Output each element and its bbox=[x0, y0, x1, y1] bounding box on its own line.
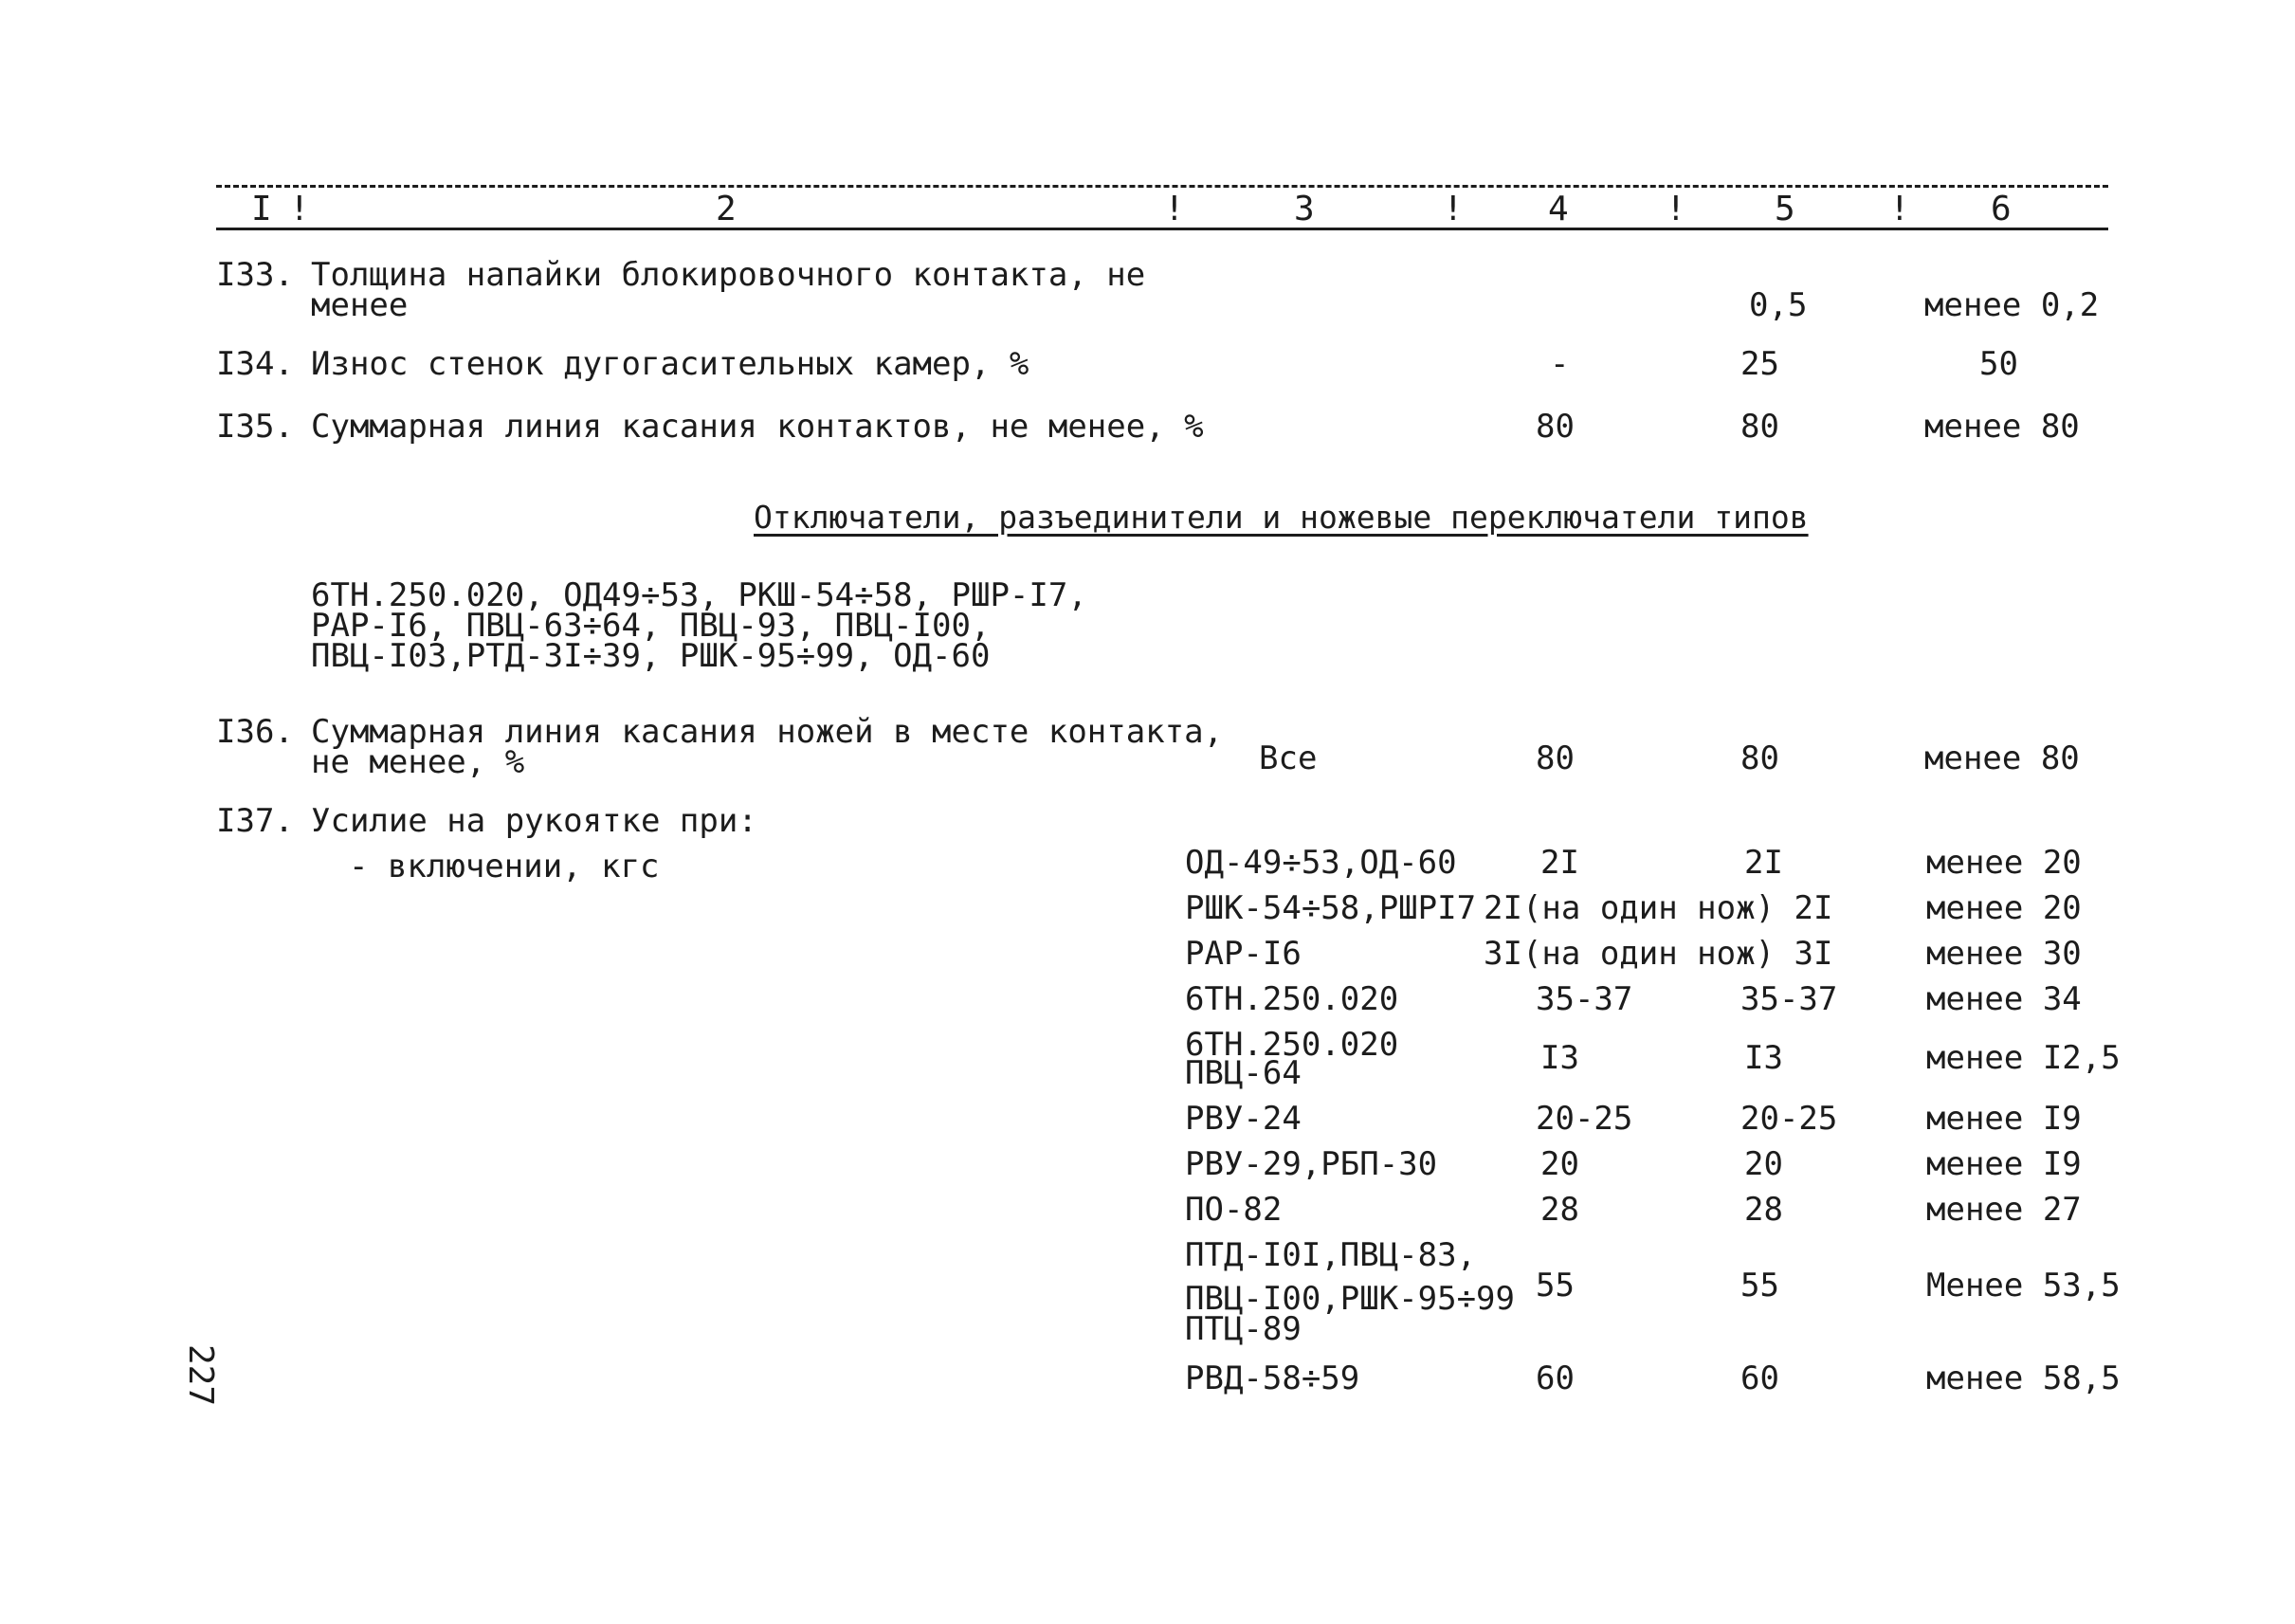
section-title: Отключатели, разъединители и ножевые переключатели типов bbox=[754, 499, 1809, 536]
entry-col-4: I3 bbox=[1540, 1039, 1579, 1077]
entry-col-5: 20 bbox=[1744, 1145, 1783, 1183]
header-bottom-rule bbox=[216, 228, 2108, 230]
page-number: 227 bbox=[181, 1344, 220, 1407]
entry-col-6: менее I9 bbox=[1926, 1100, 2082, 1138]
entry-col-4: 55 bbox=[1536, 1267, 1575, 1305]
row-description: Суммарная линия касания контактов, не менее, % bbox=[311, 408, 1204, 446]
entry-col-6: менее 58,5 bbox=[1926, 1359, 2121, 1397]
row-number: I35. bbox=[216, 408, 294, 446]
header-sep: ! bbox=[1666, 190, 1686, 228]
entry-col-4: 60 bbox=[1536, 1359, 1575, 1397]
header-top-rule bbox=[216, 185, 2108, 188]
entry-type: ПТД-I0I,ПВЦ-83, bbox=[1185, 1236, 1477, 1274]
header-sep: ! bbox=[1889, 190, 1910, 228]
entry-col-6: менее 30 bbox=[1926, 935, 2082, 973]
entry-col-5: 55 bbox=[1740, 1267, 1779, 1305]
row-subtitle: - включении, кгс bbox=[349, 848, 660, 885]
row-number: I37. bbox=[216, 802, 294, 840]
cell-col-5: 80 bbox=[1740, 739, 1779, 777]
cell-col-6: менее 80 bbox=[1924, 408, 2080, 446]
row-title: Усилие на рукоятке при: bbox=[311, 802, 757, 840]
entry-col-4: 20 bbox=[1540, 1145, 1579, 1183]
types-line-1: 6ТН.250.020, ОД49÷53, РКШ-54÷58, РШР-I7, bbox=[311, 576, 1087, 614]
cell-col-4: 80 bbox=[1536, 408, 1575, 446]
entry-col-4: 35-37 bbox=[1536, 980, 1633, 1018]
row-description: Суммарная линия касания ножей в месте контакта, bbox=[311, 713, 1224, 751]
entry-col-6: менее 20 bbox=[1926, 844, 2082, 882]
entry-type: РВУ-24 bbox=[1185, 1100, 1302, 1138]
entry-col-5: 20-25 bbox=[1740, 1100, 1838, 1138]
header-col-2: 2 bbox=[716, 190, 737, 228]
row-number: I36. bbox=[216, 713, 294, 751]
entry-col-4: 20-25 bbox=[1536, 1100, 1633, 1138]
row-description: Износ стенок дугогасительных камер, % bbox=[311, 345, 1029, 383]
row-description-cont: не менее, % bbox=[311, 743, 525, 781]
cell-col-4: 80 bbox=[1536, 739, 1575, 777]
types-line-2: РАР-I6, ПВЦ-63÷64, ПВЦ-93, ПВЦ-I00, bbox=[311, 607, 991, 645]
entry-type-cont: ПТЦ-89 bbox=[1185, 1310, 1302, 1348]
entry-type: РВУ-29,РБП-30 bbox=[1185, 1145, 1438, 1183]
row-description-cont: менее bbox=[311, 286, 409, 324]
header-col-3: 3 bbox=[1294, 190, 1315, 228]
entry-col-6: менее I9 bbox=[1926, 1145, 2082, 1183]
entry-col-4-5: 2I(на один нож) 2I bbox=[1484, 889, 1833, 927]
entry-col-4: 28 bbox=[1540, 1191, 1579, 1229]
entry-col-5: 2I bbox=[1744, 844, 1783, 882]
entry-col-6: менее 34 bbox=[1926, 980, 2082, 1018]
entry-col-6: менее 20 bbox=[1926, 889, 2082, 927]
header-sep: ! bbox=[1164, 190, 1185, 228]
cell-col-6: 50 bbox=[1979, 345, 2018, 383]
entry-type: ПО-82 bbox=[1185, 1191, 1283, 1229]
entry-col-5: 60 bbox=[1740, 1359, 1779, 1397]
entry-type: 6ТН.250.020 bbox=[1185, 1026, 1399, 1064]
row-number: I33. bbox=[216, 256, 294, 294]
header-sep: ! bbox=[289, 190, 310, 228]
header-col-5: 5 bbox=[1775, 190, 1795, 228]
types-line-3: ПВЦ-I03,РТД-3I÷39, РШК-95÷99, ОД-60 bbox=[311, 637, 991, 675]
entry-type: ОД-49÷53,ОД-60 bbox=[1185, 844, 1457, 882]
entry-type-cont: ПВЦ-64 bbox=[1185, 1054, 1302, 1092]
cell-col-5: 0,5 bbox=[1749, 286, 1808, 324]
entry-type: РШК-54÷58,РШРI7 bbox=[1185, 889, 1477, 927]
entry-type-cont: ПВЦ-I00,РШК-95÷99 bbox=[1185, 1280, 1515, 1318]
entry-col-6: менее I2,5 bbox=[1926, 1039, 2121, 1077]
cell-col-3: Все bbox=[1259, 739, 1318, 777]
cell-col-6: менее 80 bbox=[1924, 739, 2080, 777]
header-col-1: I bbox=[251, 190, 272, 228]
entry-col-4: 2I bbox=[1540, 844, 1579, 882]
header-col-6: 6 bbox=[1991, 190, 2012, 228]
entry-col-5: 28 bbox=[1744, 1191, 1783, 1229]
cell-col-5: 80 bbox=[1740, 408, 1779, 446]
entry-col-4-5: 3I(на один нож) 3I bbox=[1484, 935, 1833, 973]
header-col-4: 4 bbox=[1548, 190, 1569, 228]
row-number: I34. bbox=[216, 345, 294, 383]
header-sep: ! bbox=[1443, 190, 1464, 228]
cell-col-4: - bbox=[1550, 345, 1570, 383]
entry-type: РАР-I6 bbox=[1185, 935, 1302, 973]
entry-col-5: I3 bbox=[1744, 1039, 1783, 1077]
cell-col-5: 25 bbox=[1740, 345, 1779, 383]
cell-col-6: менее 0,2 bbox=[1924, 286, 2100, 324]
entry-col-6: менее 27 bbox=[1926, 1191, 2082, 1229]
entry-col-6: Менее 53,5 bbox=[1926, 1267, 2121, 1305]
row-description: Толщина напайки блокировочного контакта, не bbox=[311, 256, 1146, 294]
entry-col-5: 35-37 bbox=[1740, 980, 1838, 1018]
entry-type: 6ТН.250.020 bbox=[1185, 980, 1399, 1018]
entry-type: РВД-58÷59 bbox=[1185, 1359, 1360, 1397]
